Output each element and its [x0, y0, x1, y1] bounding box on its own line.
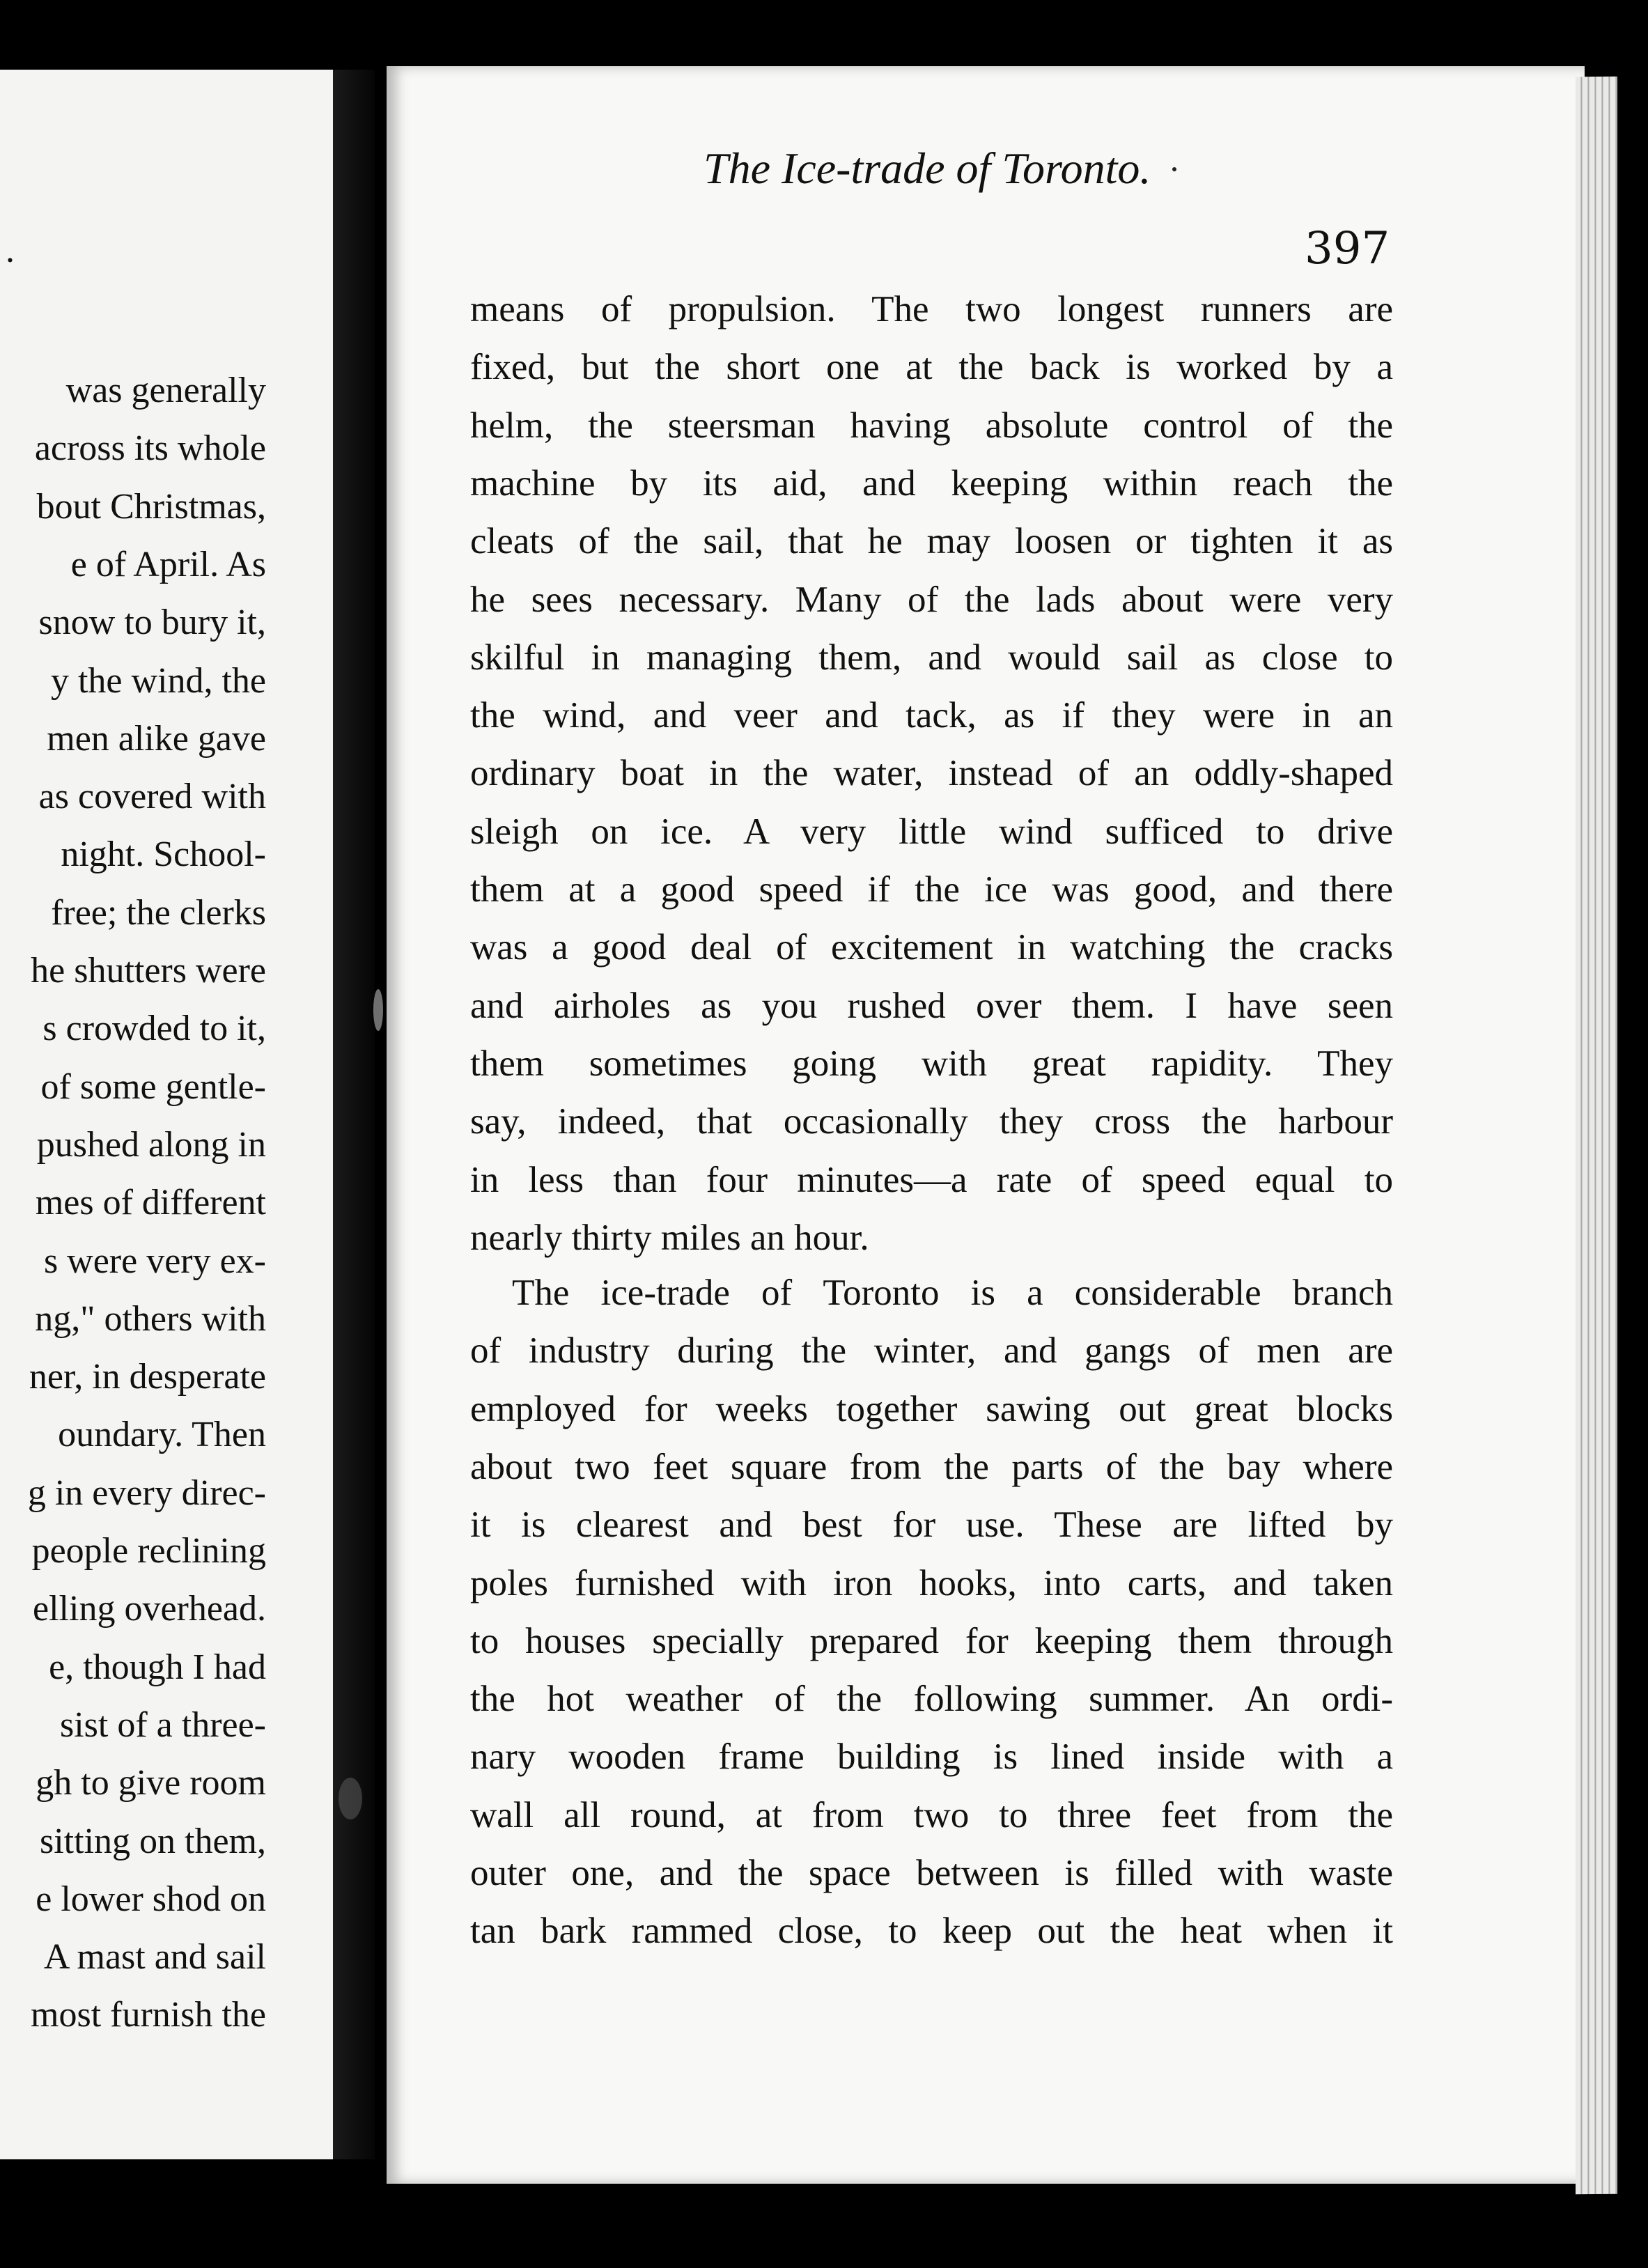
text-line: ordinary boat in the water, instead of an oddly-shaped — [470, 753, 1393, 793]
text-line: outer one, and the space between is filled with waste — [470, 1853, 1393, 1893]
text-line: to houses specially prepared for keeping them through — [470, 1621, 1393, 1661]
text-line: the wind, and veer and tack, as if they were in an — [470, 695, 1393, 736]
text-line: means of propulsion. The two longest runners are — [470, 289, 1393, 329]
text-line: fixed, but the short one at the back is worked by a — [470, 347, 1393, 387]
page-number: 397 — [1305, 223, 1390, 274]
left-page-mark: . — [6, 231, 15, 270]
left-page-line: people reclining — [31, 1531, 266, 1571]
left-page-line: e of April. As — [70, 545, 266, 584]
left-page-line: he shutters were — [31, 951, 266, 991]
left-page-line: A mast and sail — [43, 1937, 266, 1977]
left-page-line: e, though I had — [49, 1647, 266, 1687]
left-page-line: pushed along in — [36, 1125, 266, 1165]
left-page-line: as covered with — [38, 777, 266, 816]
text-line: them sometimes going with great rapidity. They — [470, 1043, 1393, 1084]
left-page-line: night. School- — [61, 834, 266, 874]
ink-speck — [339, 1778, 362, 1819]
running-head: The Ice-trade of Toronto. — [703, 143, 1151, 193]
left-page-line: ng," others with — [35, 1299, 266, 1339]
text-line: he sees necessary. Many of the lads about were very — [470, 580, 1393, 620]
paragraph-first-line: The ice-trade of Toronto is a considerable branch — [512, 1273, 1393, 1313]
text-line: was a good deal of excitement in watching the cracks — [470, 927, 1393, 968]
left-page-line: g in every direc- — [27, 1473, 266, 1513]
ink-speck — [1172, 167, 1176, 171]
left-page-line: elling overhead. — [33, 1589, 266, 1629]
text-line: helm, the steersman having absolute control of the — [470, 405, 1393, 446]
left-page-line: oundary. Then — [58, 1415, 266, 1454]
left-page-line: snow to bury it, — [38, 603, 266, 642]
text-line: employed for weeks together sawing out great blocks — [470, 1389, 1393, 1429]
text-line: them at a good speed if the ice was good, and there — [470, 869, 1393, 910]
text-line: skilful in managing them, and would sail as close to — [470, 637, 1393, 678]
left-page-line: most furnish the — [31, 1995, 266, 2035]
book-gutter — [333, 70, 375, 2159]
left-page-line: s were very ex- — [43, 1241, 266, 1281]
left-page-line: e lower shod on — [36, 1879, 266, 1919]
left-page-line: across its whole — [34, 428, 266, 468]
left-page-line: men alike gave — [47, 719, 266, 759]
text-line: poles furnished with iron hooks, into carts, and taken — [470, 1563, 1393, 1603]
text-line: nearly thirty miles an hour. — [470, 1218, 869, 1258]
left-page-line: sitting on them, — [40, 1822, 266, 1861]
text-line: nary wooden frame building is lined inside with a — [470, 1737, 1393, 1777]
left-page-line: s crowded to it, — [42, 1009, 266, 1048]
left-page-line: y the wind, the — [50, 661, 266, 701]
left-page-line: sist of a three- — [59, 1705, 266, 1745]
text-line: of industry during the winter, and gangs of men are — [470, 1330, 1393, 1371]
left-page-line: free; the clerks — [51, 893, 266, 933]
text-line: machine by its aid, and keeping within reach the — [470, 463, 1393, 504]
text-line: tan bark rammed close, to keep out the heat when it — [470, 1911, 1393, 1951]
left-page-line: was generally — [65, 371, 266, 410]
text-line: and airholes as you rushed over them. I have seen — [470, 986, 1393, 1026]
left-page-line: gh to give room — [36, 1763, 266, 1803]
left-page — [0, 70, 333, 2159]
text-line: wall all round, at from two to three feet from the — [470, 1795, 1393, 1835]
ink-speck — [373, 989, 383, 1031]
text-line: cleats of the sail, that he may loosen or tighten it as — [470, 521, 1393, 561]
text-line: say, indeed, that occasionally they cross the harbour — [470, 1101, 1393, 1142]
text-line: in less than four minutes—a rate of speed equal to — [470, 1160, 1393, 1200]
text-line: about two feet square from the parts of the bay where — [470, 1447, 1393, 1487]
text-line: sleigh on ice. A very little wind sufficed to drive — [470, 811, 1393, 852]
left-page-line: bout Christmas, — [36, 487, 266, 527]
text-line: the hot weather of the following summer. An ordi- — [470, 1679, 1393, 1719]
left-page-line: mes of different — [35, 1183, 266, 1222]
left-page-line: of some gentle- — [40, 1067, 266, 1107]
left-page-line: ner, in desperate — [29, 1357, 266, 1397]
page-edges — [1576, 77, 1617, 2195]
text-line: it is clearest and best for use. These are lifted by — [470, 1505, 1393, 1545]
